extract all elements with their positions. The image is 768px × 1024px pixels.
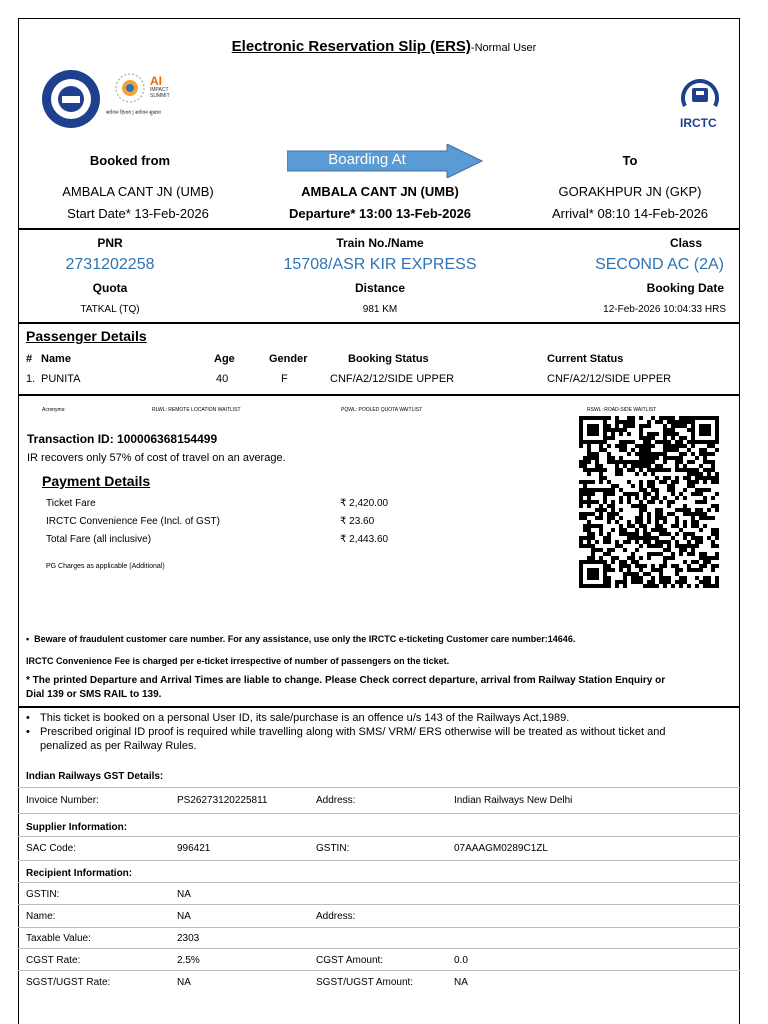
divider [18, 706, 740, 708]
pnr-label: PNR [97, 236, 123, 250]
recipient-gstin-label: GSTIN: [26, 889, 60, 900]
total-fare-value: ₹ 2,443.60 [340, 534, 389, 545]
taxable-value-label: Taxable Value: [26, 933, 91, 944]
qr-code [579, 416, 719, 595]
address-label: Address: [316, 795, 356, 806]
recipient-name-label: Name: [26, 911, 56, 922]
distance-label: Distance [354, 281, 406, 295]
boarding-station: AMBALA CANT JN (UMB) [301, 184, 459, 199]
class-value: SECOND AC (2A) [595, 256, 724, 273]
cost-recovery-note: IR recovers only 57% of cost of travel on an average. [27, 452, 286, 464]
departure-time: Departure* 13:00 13-Feb-2026 [288, 206, 472, 221]
gst-title: Indian Railways GST Details: [26, 771, 164, 782]
booked-from-label: Booked from [89, 153, 171, 168]
sgst-rate-value: NA [177, 977, 191, 988]
convenience-fee-notice: IRCTC Convenience Fee is charged per e-ticket irrespective of number of passengers on the ticket. [26, 656, 450, 666]
quota-label: Quota [92, 281, 128, 295]
address-value: Indian Railways New Delhi [454, 795, 573, 806]
to-station: GORAKHPUR JN (GKP) [558, 184, 702, 199]
cgst-amount-value: 0.0 [454, 955, 468, 966]
sac-label: SAC Code: [26, 843, 77, 854]
divider [18, 394, 740, 396]
divider [18, 228, 740, 230]
divider [18, 322, 740, 324]
convenience-fee-value: ₹ 23.60 [340, 516, 375, 527]
train-value: 15708/ASR KIR EXPRESS [283, 256, 477, 273]
recipient-title: Recipient Information: [26, 868, 133, 879]
id-proof-notice-line1: • Prescribed original ID proof is required while travelling along with SMS/ VRM/ ERS otherwise will be treated as without ticket and [26, 726, 666, 738]
ticket-fare-value: ₹ 2,420.00 [340, 498, 389, 509]
ticket-fare-label: Ticket Fare [46, 498, 96, 509]
personal-id-notice: • This ticket is booked on a personal User ID, its sale/purchase is an offence u/s 143 of the Railways Act,1989. [26, 712, 570, 724]
payment-details-title: Payment Details [42, 473, 151, 489]
user-type: -Normal User [470, 42, 537, 54]
passenger-details-title: Passenger Details [26, 328, 147, 344]
arrival-time: Arrival* 08:10 14-Feb-2026 [551, 206, 709, 221]
transaction-id: Transaction ID: 100006368154499 [27, 432, 218, 446]
gstin-label: GSTIN: [316, 843, 350, 854]
id-proof-notice-line2: penalized as per Railway Rules. [40, 740, 197, 752]
pnr-value: 2731202258 [65, 256, 155, 273]
cgst-rate-value: 2.5% [177, 955, 200, 966]
taxable-value: 2303 [177, 933, 200, 944]
boarding-arrow [287, 144, 483, 183]
distance-value: 981 KM [362, 304, 398, 315]
fraud-warning: • Beware of fraudulent customer care number. For any assistance, use only the IRCTC e-ticketing Customer care number:14646. [26, 634, 576, 644]
indian-railways-logo [40, 68, 102, 135]
sgst-amount-label: SGST/UGST Amount: [316, 977, 414, 988]
recipient-gstin-value: NA [177, 889, 191, 900]
timing-notice-line2: Dial 139 or SMS RAIL to 139. [26, 689, 162, 700]
recipient-name-value: NA [177, 911, 191, 922]
booking-date-value: 12-Feb-2026 10:04:33 HRS [603, 304, 726, 315]
start-date: Start Date* 13-Feb-2026 [67, 206, 209, 221]
irctc-logo: IRCTC [677, 78, 723, 119]
from-station: AMBALA CANT JN (UMB) [62, 184, 214, 199]
supplier-title: Supplier Information: [26, 822, 128, 833]
sac-value: 996421 [177, 843, 211, 854]
recipient-address-label: Address: [316, 911, 356, 922]
sgst-amount-value: NA [454, 977, 468, 988]
booking-date-label: Booking Date [646, 281, 724, 295]
page-title: Electronic Reservation Slip (ERS) [231, 38, 471, 55]
timing-notice-line1: * The printed Departure and Arrival Times are liable to change. Please Check correct departure, arrival from Railway Station Enquiry or [26, 675, 666, 686]
cgst-rate-label: CGST Rate: [26, 955, 81, 966]
invoice-label: Invoice Number: [26, 795, 99, 806]
boarding-label: Boarding At [328, 151, 406, 168]
pg-charges-note: PG Charges as applicable (Additional) [46, 563, 165, 570]
cgst-amount-label: CGST Amount: [316, 955, 384, 966]
class-label: Class [669, 236, 702, 250]
to-label: To [622, 153, 638, 168]
invoice-value: PS26273120225811 [177, 795, 268, 806]
quota-value: TATKAL (TQ) [80, 304, 140, 315]
train-label: Train No./Name [336, 236, 424, 250]
convenience-fee-label: IRCTC Convenience Fee (Incl. of GST) [46, 516, 220, 527]
total-fare-label: Total Fare (all inclusive) [46, 534, 152, 545]
ai-summit-logo: AI IMPACT SUMMIT सर्वजन हिताय | सर्वजन सुखाय [106, 74, 170, 116]
gstin-value: 07AAAGM0289C1ZL [454, 843, 548, 854]
sgst-rate-label: SGST/UGST Rate: [26, 977, 111, 988]
page-header [0, 38, 768, 55]
